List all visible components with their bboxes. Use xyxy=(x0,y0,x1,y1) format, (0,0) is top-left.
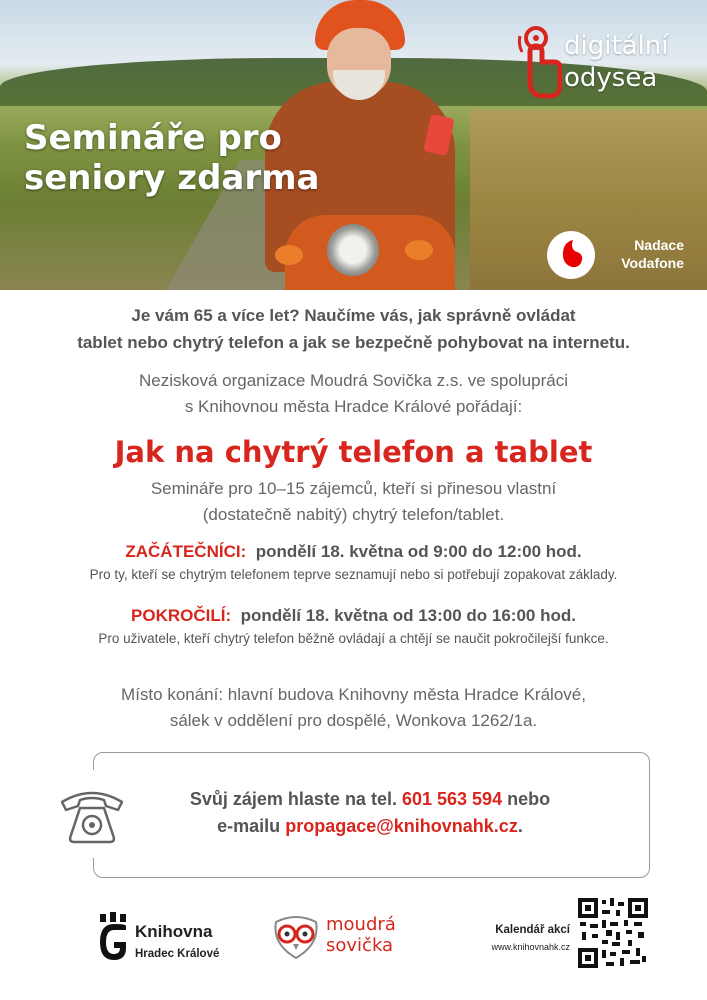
scooter-indicator-right xyxy=(405,240,433,260)
advanced-note: Pro uživatele, kteří chytrý telefon běžně ovládají a chtějí se naučit pokročilejší funkce. xyxy=(98,631,609,646)
beginners-label: ZAČÁTEČNÍCI: xyxy=(125,542,247,561)
email-link[interactable]: propagace@knihovnahk.cz xyxy=(285,816,518,836)
organizer-line1: Nezisková organizace Moudrá Sovička z.s. ve spolupráci xyxy=(139,371,568,390)
sponsor-line1: Nadace xyxy=(634,237,684,253)
venue-line2: sálek v oddělení pro dospělé, Wonkova 1262/1a. xyxy=(169,711,538,730)
library-name: Knihovna xyxy=(135,922,213,941)
beginners-time: pondělí 18. května od 9:00 do 12:00 hod. xyxy=(255,542,582,561)
partner-line2: sovička xyxy=(326,935,394,956)
beginners-note: Pro ty, kteří se chytrým telefonem teprve seznamují nebo si potřebují zopakovat základy. xyxy=(89,567,618,582)
hero-title xyxy=(24,118,320,198)
intro-text xyxy=(0,302,707,356)
hero-title-line2: seniory zdarma xyxy=(24,158,320,198)
partner-line1: moudrá xyxy=(326,914,396,935)
vodafone-logo-icon xyxy=(546,230,596,280)
organizer-line2: s Knihovnou města Hradce Králové pořádají: xyxy=(184,397,523,416)
brand-line2: odysea xyxy=(564,63,658,93)
qr-code[interactable] xyxy=(578,898,648,968)
contact-suffix: . xyxy=(517,816,523,836)
contact-line1 xyxy=(130,786,610,813)
digitalni-odysea-wordmark xyxy=(564,30,669,94)
hand-pointer-icon xyxy=(516,24,562,100)
library-logo-icon xyxy=(96,912,136,962)
email-prefix: e-mailu xyxy=(217,816,281,836)
subtitle-line1: Semináře pro 10–15 zájemců, kteří si přinesou vlastní xyxy=(150,479,557,498)
beginners-schedule xyxy=(0,540,707,564)
advanced-schedule xyxy=(0,604,707,628)
calendar-label: Kalendář akcí xyxy=(495,924,570,936)
scooter-indicator-left xyxy=(275,245,303,265)
nadace-vodafone-label xyxy=(610,236,684,272)
organizer-text xyxy=(0,368,707,420)
advanced-time: pondělí 18. května od 13:00 do 16:00 hod. xyxy=(240,606,576,625)
intro-line1: Je vám 65 a více let? Naučíme vás, jak správně ovládat xyxy=(131,306,576,325)
telephone-icon xyxy=(56,780,128,850)
venue-line1: Místo konání: hlavní budova Knihovny města Hradce Králové, xyxy=(121,685,586,704)
venue-text xyxy=(0,682,707,734)
contact-text xyxy=(130,786,610,840)
library-city: Hradec Králové xyxy=(135,948,220,960)
scooter-headlight xyxy=(327,224,379,276)
phone-number[interactable]: 601 563 594 xyxy=(401,789,503,809)
event-headline: Jak na chytrý telefon a tablet xyxy=(114,435,593,469)
owl-logo-icon xyxy=(270,914,322,960)
brand-line1: digitální xyxy=(564,31,669,61)
contact-line2 xyxy=(130,813,610,840)
advanced-label: POKROČILÍ: xyxy=(131,606,232,625)
contact-prefix: Svůj zájem hlaste na tel. xyxy=(189,789,397,809)
hero-photo xyxy=(0,0,707,290)
moudra-sovicka-wordmark xyxy=(326,914,396,956)
calendar-url[interactable]: www.knihovnahk.cz xyxy=(491,942,570,952)
event-subtitle xyxy=(0,476,707,528)
digitalni-odysea-logo xyxy=(516,24,696,104)
sponsor-line2: Vodafone xyxy=(621,255,684,271)
intro-line2: tablet nebo chytrý telefon a jak se bezpečně pohybovat na internetu. xyxy=(77,333,630,352)
subtitle-line2: (dostatečně nabitý) chytrý telefon/tablet. xyxy=(202,505,505,524)
contact-middle: nebo xyxy=(507,789,551,809)
hero-title-line1: Semináře pro xyxy=(24,118,282,158)
